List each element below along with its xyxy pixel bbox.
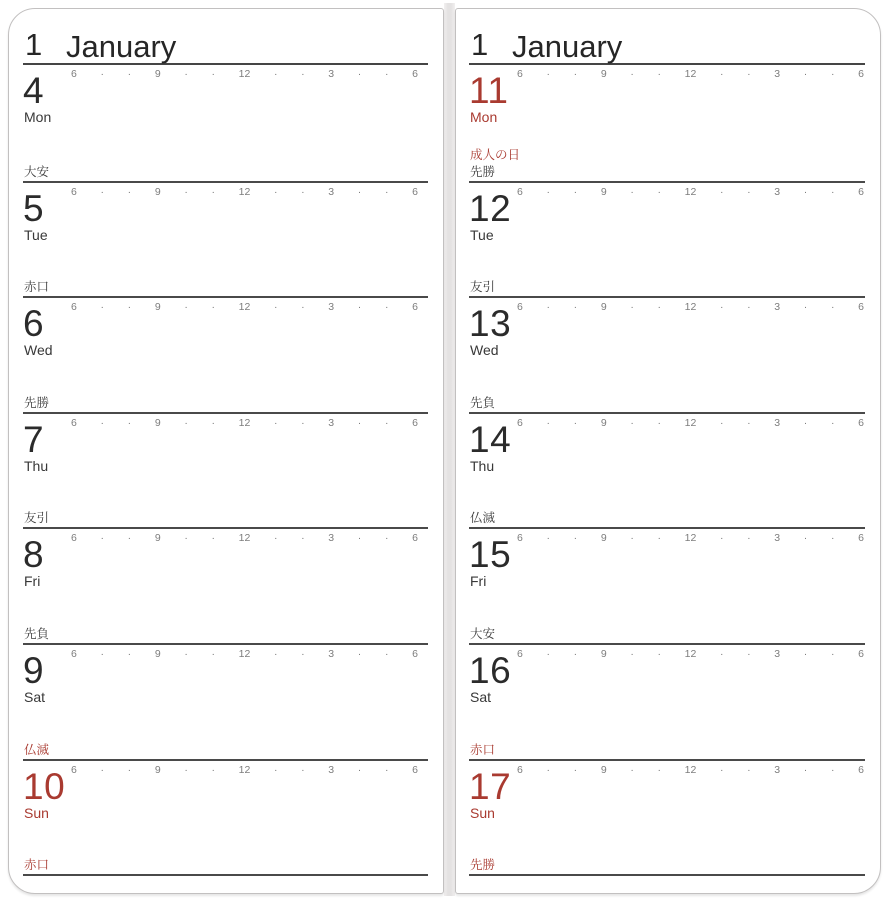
hour-tick-dot: ·	[546, 68, 550, 80]
hour-tick-dot: ·	[273, 68, 278, 80]
rokuyo-label: 大安	[24, 164, 50, 179]
month-number: 1	[25, 27, 43, 62]
date-number: 17	[469, 765, 512, 807]
hour-tick-label: 6	[858, 647, 864, 660]
date-number: 14	[469, 418, 512, 460]
hour-tick-label: 12	[238, 532, 251, 545]
day-of-week-label: Tue	[24, 226, 48, 243]
day-row	[469, 280, 865, 412]
hour-tick-label: 6	[412, 532, 418, 545]
date-number: 6	[23, 303, 45, 345]
date-number: 13	[469, 303, 512, 345]
day-of-week-label: Sat	[24, 688, 46, 705]
hour-tick-label: 9	[154, 416, 161, 429]
day-of-week-label: Wed	[24, 342, 53, 359]
hour-tick-dot: ·	[100, 416, 104, 429]
hour-tick-dot: ·	[747, 416, 751, 429]
hour-tick-label: 3	[774, 301, 781, 314]
hour-tick-dot: ·	[747, 68, 751, 80]
date-number: 11	[469, 70, 509, 111]
hour-timeline	[71, 187, 418, 198]
hour-tick-dot: ·	[630, 301, 634, 314]
hour-tick-dot: ·	[184, 532, 188, 545]
date-number: 16	[469, 649, 512, 691]
hour-tick-dot: ·	[830, 68, 835, 80]
hour-tick-label: 9	[600, 763, 607, 776]
hour-tick-dot: ·	[127, 301, 132, 314]
rokuyo-label: 先勝	[470, 164, 496, 179]
hour-tick-dot: ·	[630, 68, 634, 80]
date-number: 8	[23, 534, 45, 576]
hour-tick-dot: ·	[100, 647, 104, 660]
day-of-week-label: Sun	[24, 804, 49, 821]
date-number: 4	[23, 70, 45, 111]
hour-tick-dot: ·	[211, 763, 215, 776]
hour-tick-label: 6	[412, 185, 418, 198]
day-label-block	[24, 396, 49, 411]
hour-tick-dot: ·	[184, 763, 188, 776]
holiday-label: 成人の日	[470, 147, 521, 162]
day-of-week-label: Mon	[24, 109, 52, 125]
day-label-block	[24, 743, 49, 758]
hour-timeline	[517, 533, 864, 544]
hour-tick-dot: ·	[127, 647, 132, 660]
day-row	[469, 511, 865, 643]
hour-tick-dot: ·	[830, 416, 835, 429]
day-row	[23, 626, 428, 759]
rokuyo-label: 友引	[470, 280, 496, 295]
hour-tick-dot: ·	[830, 763, 835, 776]
hour-tick-dot: ·	[830, 301, 835, 314]
day-of-week-label: Sat	[470, 688, 492, 705]
hour-tick-label: 12	[684, 647, 697, 660]
day-label-block	[24, 280, 49, 295]
hour-tick-dot: ·	[211, 532, 215, 545]
hour-tick-dot: ·	[301, 185, 305, 198]
hour-tick-dot: ·	[719, 532, 724, 545]
hour-tick-label: 9	[154, 763, 161, 776]
hour-tick-dot: ·	[211, 301, 215, 314]
hour-tick-dot: ·	[301, 68, 305, 80]
week-rows	[469, 65, 865, 897]
hour-tick-label: 6	[858, 532, 864, 545]
hour-tick-dot: ·	[384, 185, 389, 198]
hour-tick-dot: ·	[747, 647, 751, 660]
hour-tick-dot: ·	[747, 763, 751, 776]
hour-tick-label: 12	[684, 763, 697, 776]
hour-tick-label: 9	[154, 647, 161, 660]
hour-tick-dot: ·	[384, 68, 389, 80]
hour-tick-dot: ·	[657, 301, 661, 314]
hour-tick-dot: ·	[630, 763, 634, 776]
hour-tick-label: 6	[412, 647, 418, 660]
rokuyo-label: 先負	[470, 395, 496, 410]
hour-timeline	[71, 649, 418, 660]
day-row	[469, 742, 865, 875]
hour-tick-label: 3	[774, 416, 781, 429]
hour-tick-dot: ·	[100, 763, 104, 776]
hour-tick-dot: ·	[384, 532, 389, 545]
day-label-block	[470, 280, 495, 295]
hour-tick-dot: ·	[357, 532, 362, 545]
hour-tick-dot: ·	[384, 301, 389, 314]
hour-tick-label: 3	[774, 532, 781, 545]
next-week-partial-row	[23, 858, 428, 897]
hour-tick-dot: ·	[719, 763, 724, 776]
hour-tick-label: 3	[328, 763, 335, 776]
hour-tick-label: 9	[154, 185, 161, 198]
hour-tick-label: 12	[238, 301, 251, 314]
rokuyo-label: 先勝	[470, 858, 496, 873]
day-row	[469, 395, 865, 528]
hour-tick-dot: ·	[273, 647, 278, 660]
day-row	[23, 511, 428, 643]
hour-tick-dot: ·	[357, 68, 362, 80]
hour-tick-dot: ·	[273, 301, 278, 314]
rokuyo-label: 大安	[470, 626, 496, 641]
hour-tick-label: 3	[328, 68, 335, 80]
hour-tick-dot: ·	[127, 532, 132, 545]
hour-tick-label: 12	[684, 416, 697, 429]
hour-tick-dot: ·	[273, 185, 278, 198]
hour-tick-label: 6	[71, 532, 77, 545]
hour-tick-dot: ·	[184, 301, 188, 314]
hour-tick-label: 3	[328, 301, 335, 314]
hour-timeline	[71, 765, 418, 776]
hour-tick-label: 3	[774, 763, 781, 776]
hour-tick-label: 6	[517, 68, 523, 80]
day-row	[23, 164, 428, 297]
hour-tick-dot: ·	[803, 185, 808, 198]
hour-tick-label: 3	[328, 185, 335, 198]
hour-tick-label: 3	[774, 647, 781, 660]
hour-tick-dot: ·	[301, 416, 305, 429]
hour-tick-dot: ·	[719, 416, 724, 429]
hour-tick-dot: ·	[184, 185, 188, 198]
hour-tick-dot: ·	[747, 185, 751, 198]
month-header	[469, 9, 865, 65]
day-of-week-label: Fri	[24, 573, 41, 590]
hour-tick-label: 12	[238, 185, 251, 198]
hour-tick-dot: ·	[384, 416, 389, 429]
hour-tick-label: 12	[684, 68, 697, 80]
hour-tick-dot: ·	[657, 68, 661, 80]
page-gutter	[444, 3, 455, 896]
hour-tick-label: 6	[517, 185, 523, 198]
hour-tick-label: 3	[774, 68, 781, 80]
hour-tick-dot: ·	[830, 185, 835, 198]
hour-tick-label: 12	[684, 301, 697, 314]
week-rows	[23, 65, 428, 897]
hour-tick-dot: ·	[573, 301, 578, 314]
hour-tick-label: 6	[412, 763, 418, 776]
hour-tick-dot: ·	[803, 416, 808, 429]
hour-tick-dot: ·	[657, 532, 661, 545]
hour-tick-label: 6	[517, 763, 523, 776]
hour-tick-dot: ·	[657, 185, 661, 198]
day-row	[23, 395, 428, 528]
day-label-block	[24, 627, 49, 642]
hour-tick-dot: ·	[803, 763, 808, 776]
hour-tick-dot: ·	[573, 416, 578, 429]
month-number: 1	[471, 27, 489, 62]
hour-tick-dot: ·	[719, 68, 724, 80]
hour-tick-dot: ·	[747, 301, 751, 314]
hour-tick-dot: ·	[357, 416, 362, 429]
hour-tick-label: 6	[858, 185, 864, 198]
day-of-week-label: Mon	[470, 109, 498, 125]
hour-tick-dot: ·	[719, 185, 724, 198]
hour-tick-dot: ·	[803, 68, 808, 80]
hour-timeline	[517, 69, 864, 80]
hour-tick-label: 6	[412, 416, 418, 429]
hour-tick-label: 6	[517, 647, 523, 660]
hour-tick-dot: ·	[211, 68, 215, 80]
hour-tick-dot: ·	[100, 532, 104, 545]
hour-tick-dot: ·	[301, 647, 305, 660]
hour-tick-dot: ·	[211, 416, 215, 429]
rokuyo-label: 仏滅	[470, 511, 496, 526]
day-label-block	[470, 511, 495, 526]
hour-tick-dot: ·	[630, 416, 634, 429]
hour-tick-label: 6	[517, 532, 523, 545]
hour-tick-dot: ·	[546, 185, 550, 198]
rokuyo-label: 先勝	[24, 395, 50, 410]
next-week-partial-row	[469, 858, 865, 897]
hour-tick-dot: ·	[630, 185, 634, 198]
hour-tick-dot: ·	[184, 647, 188, 660]
hour-tick-dot: ·	[747, 532, 751, 545]
hour-tick-dot: ·	[357, 185, 362, 198]
rokuyo-label: 友引	[24, 511, 50, 526]
hour-tick-label: 6	[858, 301, 864, 314]
hour-tick-dot: ·	[100, 68, 104, 80]
day-of-week-label: Thu	[24, 457, 49, 474]
hour-tick-dot: ·	[184, 416, 188, 429]
hour-timeline	[517, 649, 864, 660]
day-label-block	[470, 627, 495, 642]
hour-tick-label: 6	[71, 647, 77, 660]
hour-tick-label: 3	[774, 185, 781, 198]
hour-tick-dot: ·	[357, 647, 362, 660]
hour-tick-dot: ·	[830, 532, 835, 545]
hour-timeline	[71, 302, 418, 313]
hour-tick-dot: ·	[100, 301, 104, 314]
day-of-week-label: Tue	[470, 226, 494, 243]
hour-tick-dot: ·	[384, 647, 389, 660]
month-name: January	[66, 29, 177, 64]
day-label-block	[470, 858, 495, 873]
rokuyo-label: 赤口	[470, 742, 496, 757]
month-header	[23, 9, 428, 65]
hour-tick-label: 6	[858, 763, 864, 776]
hour-tick-label: 12	[238, 763, 251, 776]
hour-tick-dot: ·	[211, 647, 215, 660]
hour-tick-dot: ·	[573, 532, 578, 545]
day-row	[23, 280, 428, 412]
hour-tick-dot: ·	[573, 68, 578, 80]
day-row	[23, 742, 428, 875]
planner-page-right	[455, 8, 881, 894]
hour-tick-label: 9	[154, 532, 161, 545]
hour-tick-label: 9	[154, 68, 161, 80]
date-number: 9	[23, 649, 45, 691]
day-label-block	[24, 858, 49, 873]
day-label-block	[24, 165, 49, 180]
hour-tick-dot: ·	[301, 763, 305, 776]
hour-tick-dot: ·	[719, 301, 724, 314]
hour-tick-label: 9	[600, 416, 607, 429]
hour-tick-label: 6	[517, 416, 523, 429]
hour-tick-label: 9	[600, 647, 607, 660]
rokuyo-label: 赤口	[24, 280, 50, 295]
hour-tick-dot: ·	[573, 647, 578, 660]
date-number: 12	[469, 187, 512, 229]
day-row	[469, 626, 865, 759]
hour-tick-dot: ·	[546, 416, 550, 429]
hour-tick-dot: ·	[211, 185, 215, 198]
hour-tick-label: 9	[600, 301, 607, 314]
hour-tick-dot: ·	[546, 532, 550, 545]
hour-tick-dot: ·	[301, 301, 305, 314]
hour-tick-dot: ·	[546, 647, 550, 660]
hour-tick-dot: ·	[273, 416, 278, 429]
day-of-week-label: Fri	[470, 573, 487, 590]
hour-tick-dot: ·	[803, 532, 808, 545]
hour-tick-dot: ·	[184, 68, 188, 80]
hour-tick-dot: ·	[357, 763, 362, 776]
month-name: January	[512, 29, 623, 64]
day-of-week-label: Wed	[470, 342, 499, 359]
hour-timeline	[517, 418, 864, 429]
hour-timeline	[517, 187, 864, 198]
hour-tick-dot: ·	[803, 301, 808, 314]
hour-tick-label: 6	[71, 416, 77, 429]
day-row	[469, 147, 865, 297]
hour-tick-dot: ·	[127, 68, 132, 80]
hour-tick-label: 12	[684, 532, 697, 545]
hour-tick-dot: ·	[657, 416, 661, 429]
hour-tick-dot: ·	[127, 416, 132, 429]
day-row	[469, 65, 865, 181]
date-number: 7	[23, 418, 45, 460]
hour-tick-dot: ·	[630, 532, 634, 545]
rokuyo-label: 仏滅	[24, 742, 50, 757]
date-number: 15	[469, 534, 512, 576]
hour-tick-label: 12	[238, 416, 251, 429]
hour-tick-dot: ·	[573, 763, 578, 776]
hour-tick-label: 12	[238, 68, 251, 80]
hour-tick-label: 12	[238, 647, 251, 660]
hour-tick-label: 3	[328, 532, 335, 545]
hour-tick-label: 3	[328, 416, 335, 429]
hour-tick-dot: ·	[301, 532, 305, 545]
hour-timeline	[517, 302, 864, 313]
hour-tick-dot: ·	[657, 647, 661, 660]
day-label-block	[470, 743, 495, 758]
day-of-week-label: Thu	[470, 457, 495, 474]
hour-tick-dot: ·	[127, 185, 132, 198]
day-of-week-label: Sun	[470, 804, 495, 821]
hour-tick-label: 6	[71, 301, 77, 314]
hour-tick-label: 6	[412, 68, 418, 80]
hour-tick-dot: ·	[573, 185, 578, 198]
hour-tick-dot: ·	[546, 763, 550, 776]
hour-tick-label: 6	[858, 68, 864, 80]
hour-tick-dot: ·	[657, 763, 661, 776]
hour-tick-label: 9	[600, 185, 607, 198]
hour-tick-dot: ·	[546, 301, 550, 314]
hour-tick-dot: ·	[273, 532, 278, 545]
hour-timeline	[71, 533, 418, 544]
hour-tick-label: 12	[684, 185, 697, 198]
hour-tick-label: 3	[328, 647, 335, 660]
day-label-block	[470, 396, 495, 411]
hour-tick-label: 6	[412, 301, 418, 314]
hour-tick-dot: ·	[273, 763, 278, 776]
hour-tick-dot: ·	[384, 763, 389, 776]
hour-tick-dot: ·	[630, 647, 634, 660]
hour-tick-label: 9	[600, 68, 607, 80]
hour-tick-label: 6	[71, 185, 77, 198]
hour-tick-dot: ·	[357, 301, 362, 314]
hour-tick-label: 6	[71, 763, 77, 776]
hour-timeline	[71, 418, 418, 429]
hour-tick-label: 6	[71, 68, 77, 80]
hour-tick-dot: ·	[719, 647, 724, 660]
hour-tick-dot: ·	[830, 647, 835, 660]
hour-timeline	[517, 765, 864, 776]
hour-timeline	[71, 69, 418, 80]
hour-tick-label: 6	[858, 416, 864, 429]
planner-page-left	[8, 8, 444, 894]
hour-tick-dot: ·	[127, 763, 132, 776]
rokuyo-label: 赤口	[24, 858, 50, 873]
hour-tick-label: 6	[517, 301, 523, 314]
day-label-block	[24, 511, 49, 526]
hour-tick-label: 9	[600, 532, 607, 545]
day-row	[23, 65, 428, 181]
hour-tick-dot: ·	[100, 185, 104, 198]
hour-tick-label: 9	[154, 301, 161, 314]
rokuyo-label: 先負	[24, 626, 50, 641]
hour-tick-dot: ·	[803, 647, 808, 660]
date-number: 10	[23, 765, 66, 807]
date-number: 5	[23, 187, 45, 229]
day-label-block	[470, 148, 520, 180]
